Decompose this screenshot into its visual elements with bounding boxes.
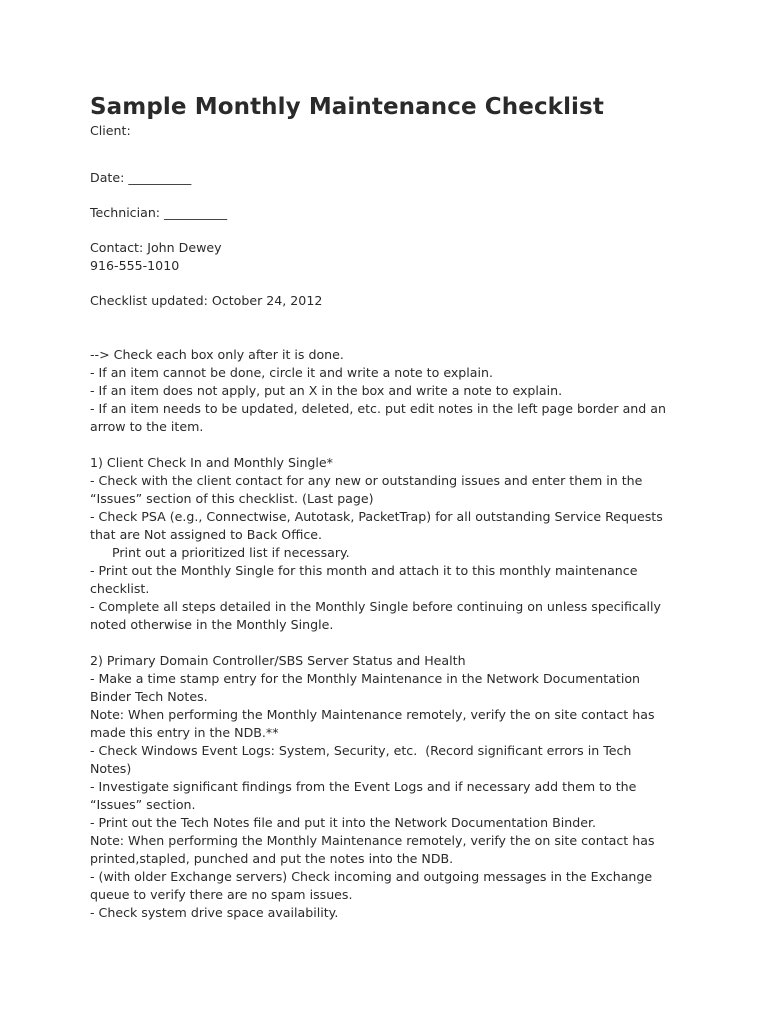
checklist-updated-line: Checklist updated: October 24, 2012 xyxy=(90,293,323,308)
section-line: noted otherwise in the Monthly Single. xyxy=(90,617,334,632)
instruction-line: - If an item cannot be done, circle it and write a note to explain. xyxy=(90,365,494,380)
section-client-check-in xyxy=(90,454,730,634)
section-line: Note: When performing the Monthly Maintenance remotely, verify the on site contact has xyxy=(90,833,655,848)
section-line: queue to verify there are no spam issues. xyxy=(90,887,353,902)
section-line: Note: When performing the Monthly Maintenance remotely, verify the on site contact has xyxy=(90,707,655,722)
section-line: - Make a time stamp entry for the Monthly Maintenance in the Network Documentation xyxy=(90,671,641,686)
section-line: - Check PSA (e.g., Connectwise, Autotask, PacketTrap) for all outstanding Service Requests xyxy=(90,509,663,524)
date-line: Date: __________ xyxy=(90,170,192,185)
section-line: printed,stapled, punched and put the notes into the NDB. xyxy=(90,851,454,866)
section-line: checklist. xyxy=(90,581,150,596)
section-line: - Check system drive space availability. xyxy=(90,905,339,920)
section-line: Binder Tech Notes. xyxy=(90,689,208,704)
instruction-line: - If an item does not apply, put an X in the box and write a note to explain. xyxy=(90,383,563,398)
section-line: - Print out the Monthly Single for this month and attach it to this monthly maintenance xyxy=(90,563,638,578)
section-line: Notes) xyxy=(90,761,132,776)
section-line: “Issues” section. xyxy=(90,797,196,812)
instruction-line: arrow to the item. xyxy=(90,419,204,434)
section-line: - (with older Exchange servers) Check incoming and outgoing messages in the Exchange xyxy=(90,869,653,884)
section-line: - Investigate significant findings from the Event Logs and if necessary add them to the xyxy=(90,779,637,794)
technician-line: Technician: __________ xyxy=(90,205,228,220)
section-line: “Issues” section of this checklist. (Last page) xyxy=(90,491,374,506)
section-line: - Check Windows Event Logs: System, Security, etc. (Record significant errors in Tech xyxy=(90,743,632,758)
section-server-status xyxy=(90,652,730,922)
instructions-block xyxy=(90,346,730,436)
section-line: made this entry in the NDB.** xyxy=(90,725,279,740)
client-line: Client: xyxy=(90,123,131,138)
instruction-line: - If an item needs to be updated, deleted, etc. put edit notes in the left page border and an xyxy=(90,401,666,416)
section-line: Print out a prioritized list if necessary. xyxy=(112,545,350,560)
section-heading: 2) Primary Domain Controller/SBS Server Status and Health xyxy=(90,653,466,668)
section-heading: 1) Client Check In and Monthly Single* xyxy=(90,455,333,470)
contact-line: Contact: John Dewey xyxy=(90,240,222,255)
section-line: - Check with the client contact for any new or outstanding issues and enter them in the xyxy=(90,473,643,488)
phone-line: 916-555-1010 xyxy=(90,258,180,273)
checklist-page xyxy=(90,92,730,922)
section-line: that are Not assigned to Back Office. xyxy=(90,527,323,542)
section-line: - Complete all steps detailed in the Monthly Single before continuing on unless specifically xyxy=(90,599,662,614)
instruction-line: --> Check each box only after it is done. xyxy=(90,347,344,362)
section-line: - Print out the Tech Notes file and put it into the Network Documentation Binder. xyxy=(90,815,596,830)
page-title: Sample Monthly Maintenance Checklist xyxy=(90,94,604,120)
